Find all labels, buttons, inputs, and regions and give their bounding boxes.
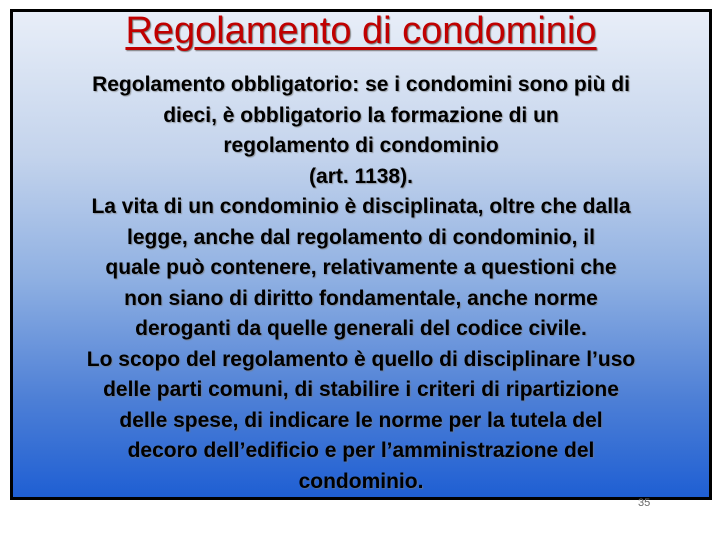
body-line: dieci, è obbligatorio la formazione di un: [163, 103, 559, 127]
body-line: deroganti da quelle generali del codice civile.: [135, 317, 587, 340]
body-line: non siano di diritto fondamentale, anche norme: [124, 286, 598, 310]
slide-number: 35: [638, 497, 651, 509]
body-line: La vita di un condominio è disciplinata, oltre che dalla: [91, 195, 631, 218]
body-line: legge, anche dal regolamento di condominio, il: [127, 225, 595, 249]
body-line: delle spese, di indicare le norme per la tutela del: [119, 408, 603, 432]
body-line: quale può contenere, relativamente a questioni che: [105, 256, 617, 279]
body-line: delle parti comuni, di stabilire i criteri di ripartizione: [103, 378, 619, 401]
body-line: Lo scopo del regolamento è quello di disciplinare l’uso: [86, 347, 636, 371]
body-line: condominio.: [298, 469, 424, 493]
body-line: regolamento di condominio: [223, 134, 499, 157]
body-line: (art. 1138).: [309, 164, 413, 188]
body-line: Regolamento obbligatorio: se i condomini sono più di: [92, 73, 630, 96]
slide-body-text: [13, 70, 709, 497]
body-line: decoro dell’edificio e per l’amministrazione del: [127, 439, 595, 462]
slide: [10, 9, 712, 500]
slide-title: Regolamento di condominio: [125, 10, 597, 52]
